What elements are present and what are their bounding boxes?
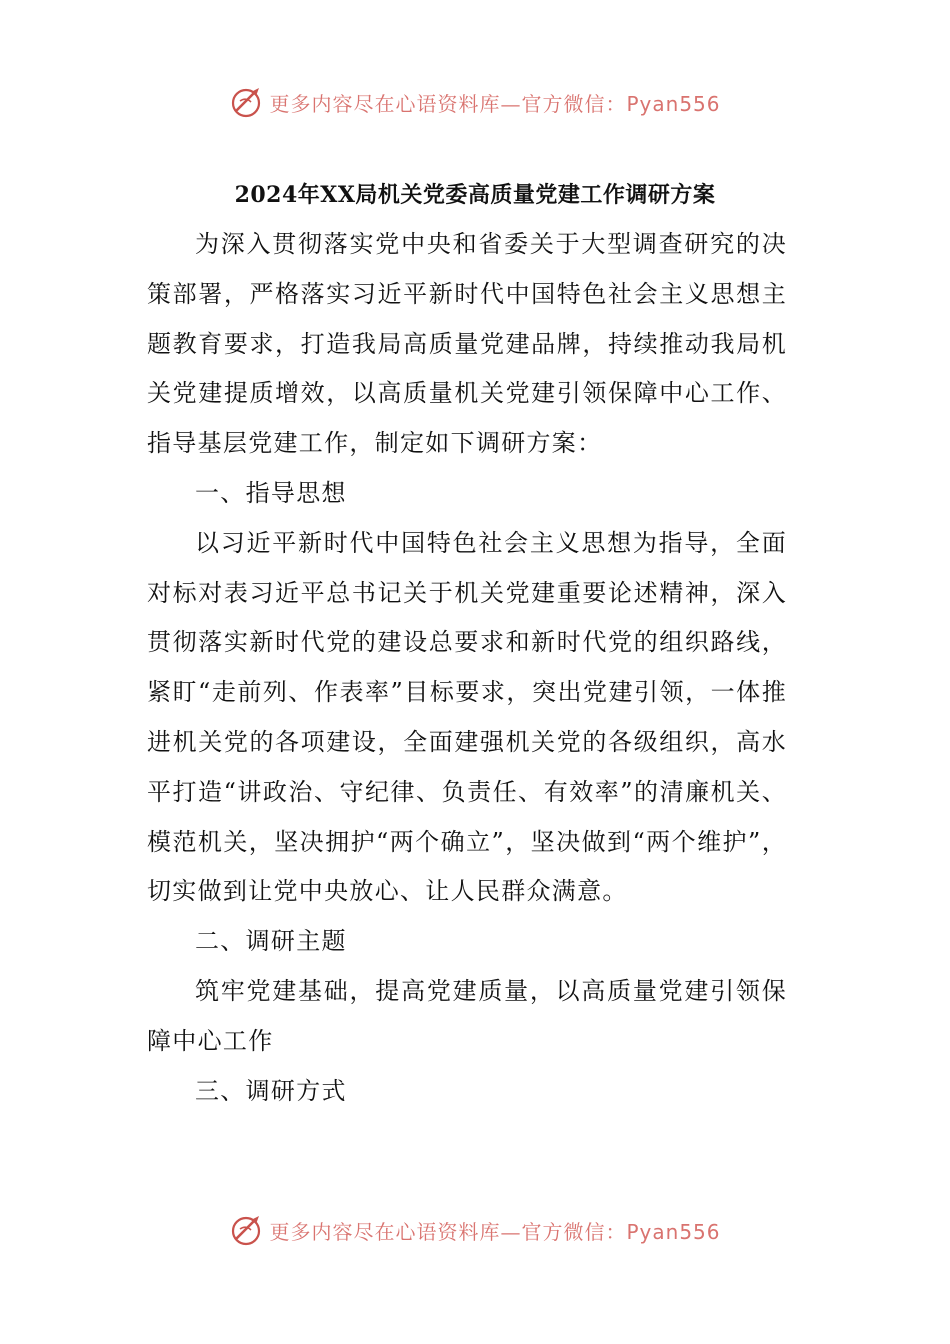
section-body-guiding-ideology: 以习近平新时代中国特色社会主义思想为指导，全面对标对表习近平总书记关于机关党建重要论述精神，深入贯彻落实新时代党的建设总要求和新时代党的组织路线，紧盯“走前列、作表率”目标要求，突出党建引领，一体推进机关党的各项建设，全面建强机关党的各级组织，高水平打造“讲政治、守纪律、负责任、有效率”的清廉机关、模范机关，坚决拥护“两个确立”，坚决做到“两个维护”，切实做到让党中央放心、让人民群众满意。	[147, 528, 787, 906]
pen-on-circle-logo-icon	[229, 1212, 265, 1248]
section-body-research-theme: 筑牢党建基础，提高党建质量，以高质量党建引领保障中心工作	[147, 976, 787, 1055]
section-heading-guiding-ideology: 一、指导思想	[195, 478, 347, 507]
section-heading-research-method: 三、调研方式	[195, 1076, 347, 1105]
document-title: 2024年XX局机关党委高质量党建工作调研方案	[234, 182, 716, 208]
watermark-text: 更多内容尽在心语资料库—官方微信：Pyan556	[269, 1219, 721, 1244]
watermark-text: 更多内容尽在心语资料库—官方微信：Pyan556	[269, 91, 721, 116]
section-heading-research-theme: 二、调研主题	[195, 927, 347, 956]
watermark-footer	[0, 1210, 950, 1250]
watermark-header	[0, 82, 950, 122]
document-body	[147, 220, 787, 1116]
pen-on-circle-logo-icon	[229, 84, 265, 120]
intro-paragraph: 为深入贯彻落实党中央和省委关于大型调查研究的决策部署，严格落实习近平新时代中国特色社会主义思想主题教育要求，打造我局高质量党建品牌，持续推动我局机关党建提质增效，以高质量机关党建引领保障中心工作、指导基层党建工作，制定如下调研方案：	[147, 230, 787, 458]
